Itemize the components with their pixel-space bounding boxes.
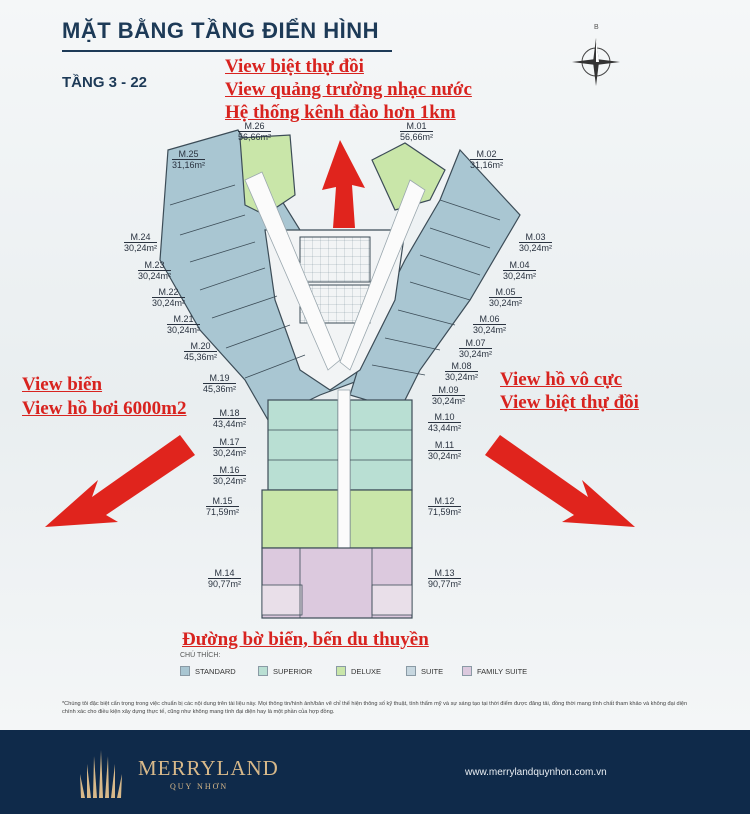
unit-code: M.14 xyxy=(208,568,241,579)
unit-area: 45,36m² xyxy=(203,384,237,394)
unit-label xyxy=(428,496,461,517)
legend-item-superior: SUPERIOR xyxy=(258,666,312,676)
unit-label xyxy=(152,287,185,308)
view-top-line-2: View quảng trường nhạc nước xyxy=(225,79,472,100)
unit-area: 31,16m² xyxy=(470,160,504,170)
legend-item-family-suite: FAMILY SUITE xyxy=(462,666,527,676)
arrow-up-icon xyxy=(322,140,365,228)
unit-label xyxy=(213,408,246,429)
view-top-line-3: Hệ thống kênh đào hơn 1km xyxy=(225,102,456,123)
unit-code: M.10 xyxy=(428,412,461,423)
unit-label xyxy=(473,314,506,335)
deluxe-block-right xyxy=(350,490,412,548)
unit-code: M.21 xyxy=(167,314,200,325)
unit-area: 90,77m² xyxy=(208,579,242,589)
unit-label xyxy=(206,496,239,517)
unit-code: M.23 xyxy=(138,260,171,271)
view-right-line-1: View hồ vô cực xyxy=(500,369,623,390)
page-title: MẶT BẰNG TẦNG ĐIỂN HÌNH xyxy=(62,18,380,43)
unit-code: M.15 xyxy=(206,496,239,507)
website-link[interactable]: www.merrylandquynhon.com.vn xyxy=(465,767,607,778)
superior-block-left xyxy=(268,400,338,490)
unit-area: 30,24m² xyxy=(213,476,247,486)
unit-area: 30,24m² xyxy=(519,243,553,253)
unit-code: M.26 xyxy=(238,121,271,132)
unit-label xyxy=(503,260,536,281)
legend-item-standard: STANDARD xyxy=(180,666,236,676)
unit-code: M.04 xyxy=(503,260,536,271)
unit-label xyxy=(184,341,217,362)
unit-label xyxy=(400,121,433,142)
unit-code: M.11 xyxy=(428,440,461,451)
terrace-right xyxy=(372,585,412,615)
unit-code: M.02 xyxy=(470,149,503,160)
unit-area: 30,24m² xyxy=(473,325,507,335)
legend-swatch xyxy=(258,666,268,676)
unit-code: M.03 xyxy=(519,232,552,243)
view-left-line-1: View biển xyxy=(22,374,103,395)
brand-city: QUY NHƠN xyxy=(170,782,229,791)
unit-label xyxy=(428,568,461,589)
unit-area: 30,24m² xyxy=(503,271,537,281)
unit-area: 56,66m² xyxy=(400,132,434,142)
main-corridor xyxy=(338,390,350,550)
unit-label xyxy=(213,437,246,458)
view-top-line-1: View biệt thự đồi xyxy=(225,56,364,77)
brand-name: MERRYLAND xyxy=(138,756,279,780)
unit-label xyxy=(167,314,200,335)
floor-range: TẦNG 3 - 22 xyxy=(62,74,148,91)
legend-swatch xyxy=(180,666,190,676)
legend-item-suite: SUITE xyxy=(406,666,443,676)
unit-code: M.19 xyxy=(203,373,236,384)
view-left-line-2: View hồ bơi 6000m2 xyxy=(22,398,187,419)
unit-area: 30,24m² xyxy=(213,448,247,458)
legend-swatch xyxy=(336,666,346,676)
unit-area: 30,24m² xyxy=(459,349,493,359)
unit-label xyxy=(138,260,171,281)
unit-area: 45,36m² xyxy=(184,352,218,362)
unit-code: M.18 xyxy=(213,408,246,419)
legend-swatch xyxy=(406,666,416,676)
unit-label xyxy=(470,149,503,170)
unit-code: M.01 xyxy=(400,121,433,132)
unit-code: M.13 xyxy=(428,568,461,579)
terrace-left xyxy=(262,585,302,615)
elevator-block xyxy=(300,237,370,282)
unit-label xyxy=(124,232,157,253)
unit-code: M.07 xyxy=(459,338,492,349)
unit-code: M.20 xyxy=(184,341,217,352)
unit-label xyxy=(428,412,461,433)
unit-code: M.16 xyxy=(213,465,246,476)
unit-label xyxy=(172,149,205,170)
unit-area: 90,77m² xyxy=(428,579,462,589)
compass-north-label: B xyxy=(594,24,599,31)
unit-code: M.12 xyxy=(428,496,461,507)
arrow-down-right-icon xyxy=(485,435,635,527)
unit-label xyxy=(445,361,478,382)
unit-code: M.25 xyxy=(172,149,205,160)
unit-area: 30,24m² xyxy=(138,271,172,281)
arrow-down-left-icon xyxy=(45,435,195,527)
unit-label xyxy=(519,232,552,253)
unit-label xyxy=(213,465,246,486)
unit-area: 43,44m² xyxy=(428,423,462,433)
unit-area: 71,59m² xyxy=(206,507,240,517)
unit-area: 30,24m² xyxy=(124,243,158,253)
legend xyxy=(172,650,534,688)
unit-code: M.24 xyxy=(124,232,157,243)
unit-area: 56,66m² xyxy=(238,132,272,142)
unit-area: 43,44m² xyxy=(213,419,247,429)
unit-area: 30,24m² xyxy=(445,372,479,382)
unit-area: 30,24m² xyxy=(167,325,201,335)
unit-code: M.08 xyxy=(445,361,478,372)
unit-code: M.05 xyxy=(489,287,522,298)
unit-area: 30,24m² xyxy=(489,298,523,308)
unit-label xyxy=(459,338,492,359)
unit-area: 71,59m² xyxy=(428,507,462,517)
unit-code: M.06 xyxy=(473,314,506,325)
unit-label xyxy=(208,568,241,589)
unit-label xyxy=(428,440,461,461)
unit-label xyxy=(489,287,522,308)
unit-code: M.17 xyxy=(213,437,246,448)
unit-label xyxy=(203,373,236,394)
legend-swatch xyxy=(462,666,472,676)
view-bottom: Đường bờ biển, bến du thuyền xyxy=(182,629,429,650)
deluxe-block-left xyxy=(262,490,338,548)
unit-area: 31,16m² xyxy=(172,160,206,170)
view-right-line-2: View biệt thự đồi xyxy=(500,392,639,413)
unit-code: M.09 xyxy=(432,385,465,396)
superior-block-right xyxy=(350,400,412,490)
unit-label xyxy=(238,121,271,142)
unit-area: 30,24m² xyxy=(428,451,462,461)
disclaimer: *Chúng tôi đặc biệt cẩn trọng trong việc chuẩn bị các nội dung trên tài liệu này. Mọi thông tin/hình ảnh/bản vẽ chỉ thể hiện thông số kỹ thuật, tính thẩm mỹ và sự sáng tạo tại thời điểm được đăng tải, đồng thời mang tính chất tham khảo và không đại diện chính xác cho điều kiện xây dựng thực tế, cũng như không mang tính đại diện hay là một phần của hợp đồng. xyxy=(62,701,688,715)
unit-code: M.22 xyxy=(152,287,185,298)
legend-title: CHÚ THÍCH: xyxy=(180,652,221,659)
merryland-logo-icon xyxy=(72,748,130,800)
unit-label xyxy=(432,385,465,406)
legend-item-deluxe: DELUXE xyxy=(336,666,381,676)
unit-area: 30,24m² xyxy=(152,298,186,308)
unit-area: 30,24m² xyxy=(432,396,466,406)
